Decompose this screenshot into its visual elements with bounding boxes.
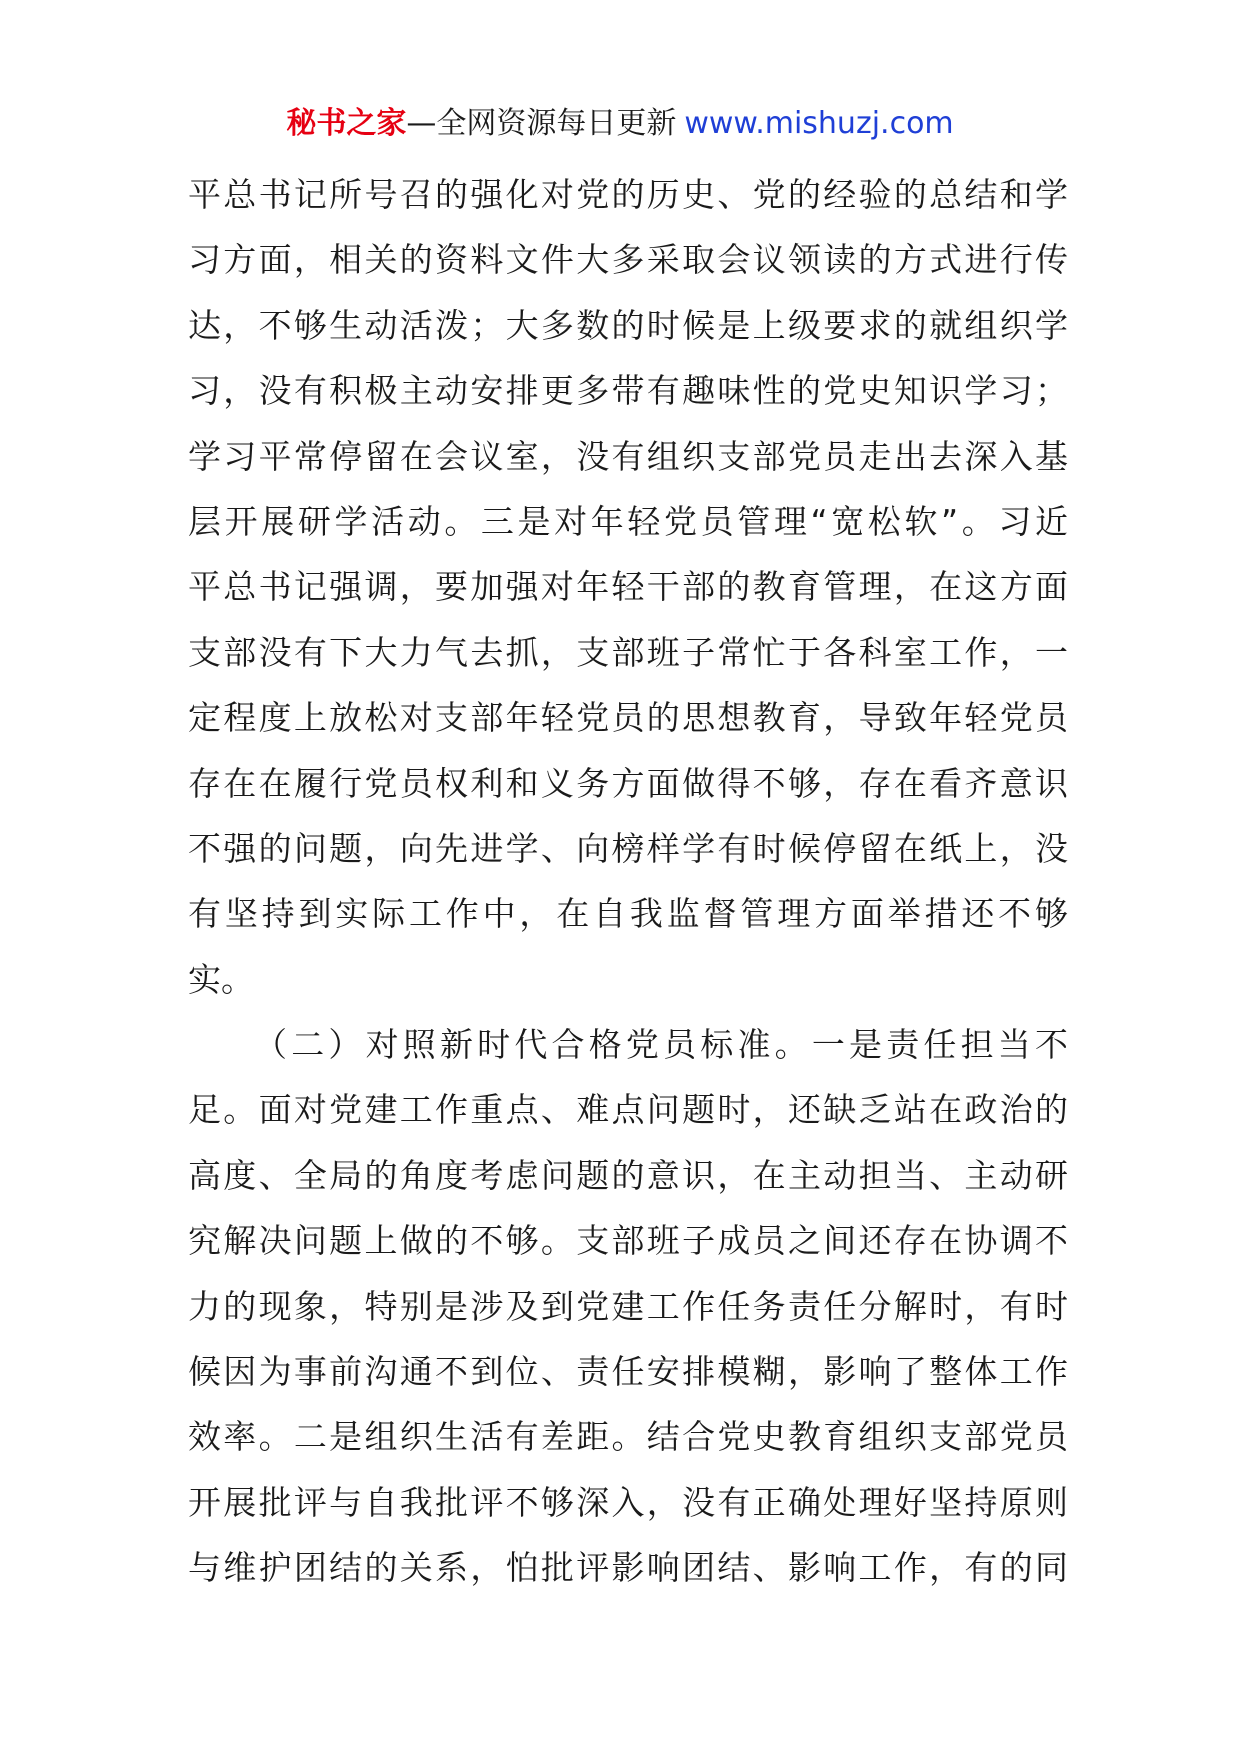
text-line: 实。: [188, 959, 254, 999]
text-line: 开展批评与自我批评不够深入，没有正确处理好坚持原则: [188, 1482, 1068, 1522]
brand-name: 秘书之家: [286, 106, 407, 141]
text-line: 存在在履行党员权利和义务方面做得不够，存在看齐意识: [188, 763, 1068, 803]
text-line: 力的现象，特别是涉及到党建工作任务责任分解时，有时: [188, 1286, 1068, 1326]
text-line: 层开展研学活动。三是对年轻党员管理“宽松软”。习近: [188, 501, 1068, 541]
text-line: 高度、全局的角度考虑问题的意识，在主动担当、主动研: [188, 1155, 1068, 1195]
site-url-link[interactable]: www.mishuzj.com: [684, 106, 954, 141]
text-line: 达，不够生动活泼；大多数的时候是上级要求的就组织学: [188, 305, 1068, 345]
text-line: 足。面对党建工作重点、难点问题时，还缺乏站在政治的: [188, 1090, 1068, 1130]
text-line: 有坚持到实际工作中，在自我监督管理方面举措还不够: [188, 894, 1068, 934]
text-line: 平总书记强调，要加强对年轻干部的教育管理，在这方面: [188, 567, 1068, 607]
text-line: 候因为事前沟通不到位、责任安排模糊，影响了整体工作: [188, 1352, 1068, 1392]
text-line: 支部没有下大力气去抓，支部班子常忙于各科室工作，一: [188, 632, 1068, 672]
document-body: [188, 162, 1068, 1601]
paragraph-start-line: （二）对照新时代合格党员标准。一是责任担当不: [254, 1025, 1068, 1065]
page-header: [0, 104, 1240, 144]
text-line: 习，没有积极主动安排更多带有趣味性的党史知识学习；: [188, 371, 1068, 411]
header-tagline: —全网资源每日更新: [406, 106, 677, 141]
text-line: 效率。二是组织生活有差距。结合党史教育组织支部党员: [188, 1417, 1068, 1457]
text-line: 不强的问题，向先进学、向榜样学有时候停留在纸上，没: [188, 828, 1068, 868]
text-line: 习方面，相关的资料文件大多采取会议领读的方式进行传: [188, 240, 1068, 280]
text-line: 定程度上放松对支部年轻党员的思想教育，导致年轻党员: [188, 698, 1068, 738]
text-line: 究解决问题上做的不够。支部班子成员之间还存在协调不: [188, 1221, 1068, 1261]
text-line: 与维护团结的关系，怕批评影响团结、影响工作，有的同: [188, 1548, 1068, 1588]
text-line: 平总书记所号召的强化对党的历史、党的经验的总结和学: [188, 175, 1068, 214]
text-line: 学习平常停留在会议室，没有组织支部党员走出去深入基: [188, 436, 1068, 476]
